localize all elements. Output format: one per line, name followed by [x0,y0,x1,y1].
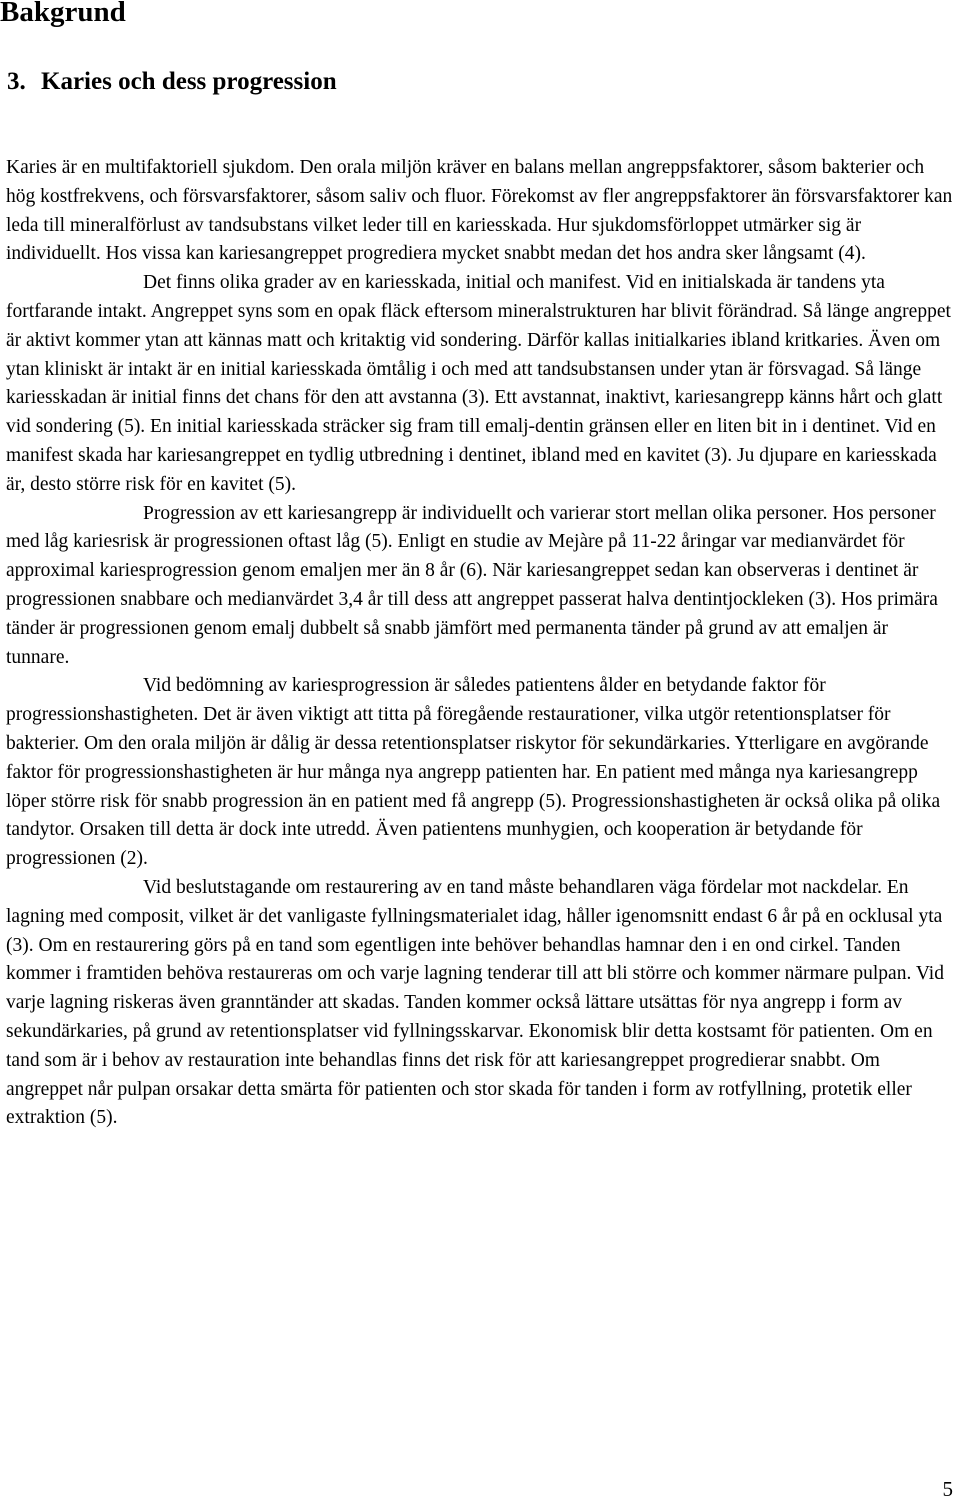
paragraph: Det finns olika grader av en kariesskada, initial och manifest. Vid en initialskada är tandens yta fortfarande intakt. Angreppet syns som en opak fläck eftersom mineralstrukturen har blivit förändrad. Så länge angreppet är aktivt kommer ytan att kännas matt och kritaktig vid sondering. Därför kallas initialkaries ibland kritkaries. Även om ytan kliniskt är intakt är en initial kariesskada ömtålig i och med att tandsubstansen under ytan är försvagad. Så länge kariesskadan är initial finns det chans för den att avstanna (3). Ett avstannat, inaktivt, kariesangrepp känns hårt och glatt vid sondering (5). En initial kariesskada sträcker sig fram till emalj-dentin gränsen eller en liten bit in i dentinet. Vid en manifest skada har kariesangreppet en tydlig utbredning i dentinet, ibland med en kavitet (3). Ju djupare en kariesskada är, desto större risk för en kavitet (5). [6,272,951,495]
page-number: 5 [942,1477,953,1501]
paragraph: Karies är en multifaktoriell sjukdom. Den orala miljön kräver en balans mellan angreppsfaktorer, såsom bakterier och hög kostfrekvens, och försvarsfaktorer, såsom saliv och fluor. Förekomst av fler angreppsfaktorer än försvarsfaktorer kan leda till mineralförlust av tandsubstans vilket leder till en kariesskada. Hur sjukdomsförloppet utmärker sig är individuellt. Hos vissa kan kariesangreppet progrediera mycket snabbt medan det hos andra sker långsamt (4). [6,157,953,265]
paragraph: Progression av ett kariesangrepp är individuellt och varierar stort mellan olika personer. Hos personer med låg kariesrisk är progressionen oftast låg (5). Enligt en studie av Mejàre på 11-22 åringar var medianvärdet för approximal kariesprogression genom emaljen mer än 8 år (6). När kariesangreppet sedan kan observeras i dentinet är progressionen snabbare och medianvärdet 3,4 år till dess att angreppet passerat halva dentintjockleken (3). Hos primära tänder är progressionen genom emalj dubbelt så snabb jämfört med permanenta tänder på grund av att emaljen är tunnare. [6,502,938,668]
body-text [6,154,956,1133]
main-heading: Bakgrund [0,0,126,28]
paragraph: Vid beslutstagande om restaurering av en tand måste behandlaren väga fördelar mot nackdelar. En lagning med composit, vilket är det vanligaste fyllningsmaterialet idag, håller igenomsnitt endast 6 år på en ocklusal yta (3). Om en restaurering görs på en tand som egentligen inte behöver behandlas hamnar den i en ond cirkel. Tanden kommer i framtiden behöva restaureras om och varje lagning tenderar till att bli större och kommer närmare pulpan. Vid varje lagning riskeras även granntänder att skadas. Tanden kommer också lättare utsättas för nya angrepp i form av sekundärkaries, på grund av retentionsplatser vid fyllningsskarvar. Ekonomisk blir detta kostsamt för patienten. Om en tand som är i behov av restauration inte behandlas finns det risk för att kariesangreppet progredierar snabbt. Om angreppet når pulpan orsakar detta smärta för patienten och stor skada för tanden i form av rotfyllning, protetik eller extraktion (5). [6,876,944,1129]
paragraph: Vid bedömning av kariesprogression är således patientens ålder en betydande faktor för progressionshastigheten. Det är även viktigt att titta på föregående restaurationer, vilka utgör retentionsplatser för bakterier. Om den orala miljön är dålig är dessa retentionsplatser riskytor för sekundärkaries. Ytterligare en avgörande faktor för progressionshastigheten är hur många nya angrepp patienten har. En patient med många nya kariesangrepp löper större risk för snabb progression än en patient med få angrepp (5). Progressionshastigheten är också olika på olika tandytor. Orsaken till detta är dock inte utredd. Även patientens munhygien, och kooperation är betydande för progressionen (2). [6,675,941,870]
section-heading [7,64,337,100]
section-title: Karies och dess progression [41,68,337,95]
section-number: 3. [7,68,26,95]
